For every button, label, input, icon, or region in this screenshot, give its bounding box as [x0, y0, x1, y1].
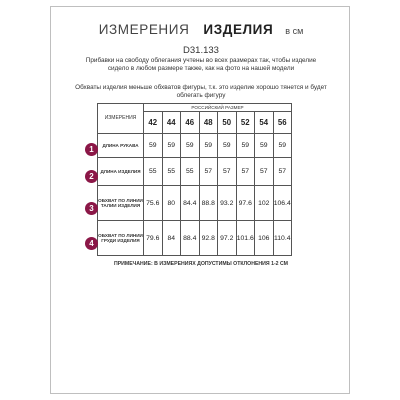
- table-cell: 55: [162, 158, 181, 186]
- table-row: [98, 134, 292, 158]
- table-cell: 88.8: [199, 186, 218, 221]
- page-title: [51, 21, 351, 39]
- size-header: 46: [181, 112, 200, 134]
- row-number-badge: 2: [85, 170, 98, 183]
- size-header: 44: [162, 112, 181, 134]
- table-cell: 57: [236, 158, 255, 186]
- row-number-badge: 1: [85, 143, 98, 156]
- size-table: [97, 103, 292, 256]
- table-cell: 102: [255, 186, 274, 221]
- size-header: 52: [236, 112, 255, 134]
- size-header: 48: [199, 112, 218, 134]
- table-cell: 59: [162, 134, 181, 158]
- table-row: [98, 158, 292, 186]
- row-label: ДЛИНА ИЗДЕЛИЯ: [98, 158, 144, 186]
- row-number-badge: 3: [85, 202, 98, 215]
- table-cell: 59: [273, 134, 292, 158]
- table-cell: 106.4: [273, 186, 292, 221]
- table-cell: 59: [218, 134, 237, 158]
- table-cell: 97.6: [236, 186, 255, 221]
- table-cell: 59: [181, 134, 200, 158]
- size-header: 54: [255, 112, 274, 134]
- table-cell: 57: [255, 158, 274, 186]
- stretch-note: Обхваты изделия меньше обхватов фигуры, т.к. это изделие хорошо тянется и будет облегать фигуру: [75, 84, 327, 100]
- table-cell: 59: [199, 134, 218, 158]
- size-group-header: РОССИЙСКИЙ РАЗМЕР: [144, 104, 292, 112]
- table-cell: 92.8: [199, 221, 218, 256]
- size-header: 56: [273, 112, 292, 134]
- table-cell: 84.4: [181, 186, 200, 221]
- table-cell: 57: [273, 158, 292, 186]
- size-table-wrapper: [97, 103, 292, 256]
- table-cell: 106: [255, 221, 274, 256]
- title-unit: в см: [285, 26, 304, 36]
- tolerance-remark: ПРИМЕЧАНИЕ: В ИЗМЕРЕНИЯХ ДОПУСТИМЫ ОТКЛОНЕНИЯ 1-2 СМ: [113, 261, 289, 267]
- product-code: D31.133: [183, 45, 219, 56]
- table-cell: 80: [162, 186, 181, 221]
- row-label: ОБХВАТ ПО ЛИНИИ ТАЛИИ ИЗДЕЛИЯ: [98, 186, 144, 221]
- table-row: [98, 186, 292, 221]
- table-cell: 75.6: [144, 186, 163, 221]
- table-cell: 93.2: [218, 186, 237, 221]
- size-chart-sheet: [50, 6, 350, 394]
- corner-label: ИЗМЕРЕНИЯ: [98, 104, 144, 134]
- table-cell: 59: [236, 134, 255, 158]
- table-cell: 88.4: [181, 221, 200, 256]
- size-header: 42: [144, 112, 163, 134]
- table-cell: 55: [144, 158, 163, 186]
- table-cell: 101.6: [236, 221, 255, 256]
- table-cell: 57: [199, 158, 218, 186]
- table-cell: 59: [144, 134, 163, 158]
- table-row: [98, 221, 292, 256]
- table-cell: 59: [255, 134, 274, 158]
- row-number-badge: 4: [85, 237, 98, 250]
- table-cell: 57: [218, 158, 237, 186]
- table-cell: 97.2: [218, 221, 237, 256]
- table-cell: 84: [162, 221, 181, 256]
- title-product: ИЗДЕЛИЯ: [203, 22, 274, 37]
- fit-note: Прибавки на свободу облегания учтены во всех размерах так, чтобы изделие сидело в любом размере также, как на фото на нашей модели: [85, 57, 317, 73]
- table-cell: 79.6: [144, 221, 163, 256]
- row-label: ОБХВАТ ПО ЛИНИИ ГРУДИ ИЗДЕЛИЯ: [98, 221, 144, 256]
- row-label: ДЛИНА РУКАВА: [98, 134, 144, 158]
- table-cell: 55: [181, 158, 200, 186]
- title-measurements: ИЗМЕРЕНИЯ: [98, 22, 190, 37]
- size-header: 50: [218, 112, 237, 134]
- table-cell: 110.4: [273, 221, 292, 256]
